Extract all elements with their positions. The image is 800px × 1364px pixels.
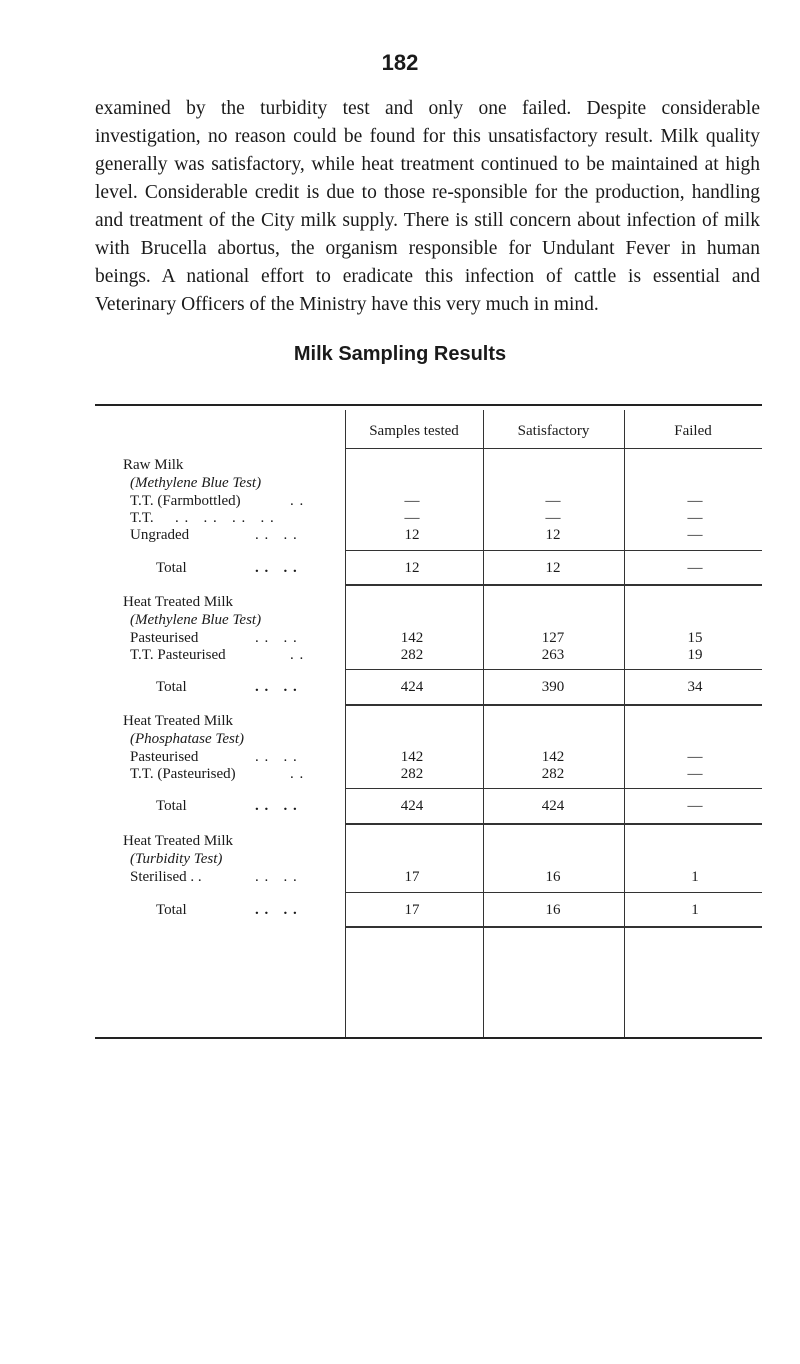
row-label: Sterilised . . — [130, 869, 202, 885]
table-cell: — — [545, 510, 561, 526]
total-cell: 390 — [541, 679, 565, 695]
table-cell: 19 — [687, 647, 703, 663]
table-cell: 282 — [400, 647, 424, 663]
section-test-name: (Turbidity Test) — [130, 851, 223, 867]
table-cell: — — [687, 766, 703, 782]
table-cell: — — [687, 493, 703, 509]
leader-dots: . . . . — [255, 527, 298, 543]
total-cell: 424 — [400, 798, 424, 814]
total-underline — [345, 584, 762, 586]
column-divider — [345, 410, 346, 1038]
table-cell: 142 — [541, 749, 565, 765]
page-number: 182 — [381, 50, 419, 75]
total-cell: 424 — [400, 679, 424, 695]
total-underline — [345, 704, 762, 706]
table-top-rule — [95, 404, 762, 406]
row-label: T.T. — [130, 510, 154, 526]
section-test-name: (Phosphatase Test) — [130, 731, 245, 747]
leader-dots: . . . . — [255, 749, 298, 765]
total-cell: 12 — [545, 560, 561, 576]
table-cell: — — [687, 510, 703, 526]
section-heading: Heat Treated Milk — [123, 833, 233, 849]
total-label: Total — [156, 798, 187, 814]
total-cell: 424 — [541, 798, 565, 814]
table-cell: 282 — [541, 766, 565, 782]
row-label: Pasteurised — [130, 630, 199, 646]
table-cell: — — [687, 749, 703, 765]
table-cell: 17 — [404, 869, 420, 885]
header-failed: Failed — [674, 423, 712, 439]
leader-dots: . . . . — [255, 630, 298, 646]
row-label: T.T. (Farmbottled) — [130, 493, 241, 509]
leader-dots: . . . . — [255, 679, 298, 695]
leader-dots: . . . . — [255, 560, 298, 576]
total-rule — [345, 892, 762, 893]
header-satisfactory: Satisfactory — [517, 423, 590, 439]
total-label: Total — [156, 679, 187, 695]
section-test-name: (Methylene Blue Test) — [130, 612, 262, 628]
total-cell: 16 — [545, 902, 561, 918]
table-cell: — — [687, 527, 703, 543]
table-cell: 15 — [687, 630, 703, 646]
leader-dots: . . — [290, 647, 305, 663]
row-label: Pasteurised — [130, 749, 199, 765]
total-label: Total — [156, 560, 187, 576]
table-cell: — — [545, 493, 561, 509]
body-paragraph: examined by the turbidity test and only one failed. Despite considerable investigation, no reason could be found for this unsatisfactory result. Milk quality generally was satisfactory, while heat treatment continued to be maintained at high level. Considerable credit is due to those re-sponsible for the production, handling and treatment of the City milk supply. There is still concern about infection of milk with Brucella abortus, the organism responsible for Undulant Fever in human beings. A national effort to eradicate this infection of cattle is essential and Veterinary Officers of the Ministry have this very much in mind. — [95, 98, 760, 315]
table-cell: 127 — [541, 630, 565, 646]
header-samples-tested: Samples tested — [369, 423, 459, 439]
total-underline — [345, 823, 762, 825]
table-cell: — — [404, 493, 420, 509]
table-bottom-rule — [95, 1037, 762, 1039]
table-cell: 16 — [545, 869, 561, 885]
row-label: T.T. (Pasteurised) — [130, 766, 236, 782]
table-cell: 142 — [400, 630, 424, 646]
table-cell: 12 — [404, 527, 420, 543]
total-rule — [345, 550, 762, 551]
total-rule — [345, 788, 762, 789]
table-cell: 1 — [691, 869, 699, 885]
leader-dots: . . . . — [255, 902, 298, 918]
header-underline — [345, 448, 762, 449]
table-cell: 12 — [545, 527, 561, 543]
total-cell: — — [687, 798, 703, 814]
row-label: T.T. Pasteurised — [130, 647, 226, 663]
table-cell: 142 — [400, 749, 424, 765]
leader-dots: . . — [290, 493, 305, 509]
total-cell: 12 — [404, 560, 420, 576]
total-cell: — — [687, 560, 703, 576]
total-cell: 34 — [687, 679, 703, 695]
row-label: Ungraded — [130, 527, 190, 543]
column-divider — [483, 410, 484, 1038]
total-underline — [345, 926, 762, 928]
table-cell: — — [404, 510, 420, 526]
table-cell: 282 — [400, 766, 424, 782]
section-heading: Heat Treated Milk — [123, 713, 233, 729]
section-heading: Raw Milk — [123, 457, 184, 473]
leader-dots: . . . . . . . . — [175, 510, 275, 526]
leader-dots: . . — [290, 766, 305, 782]
total-label: Total — [156, 902, 187, 918]
leader-dots: . . . . — [255, 798, 298, 814]
column-divider — [624, 410, 625, 1038]
section-heading: Heat Treated Milk — [123, 594, 233, 610]
total-cell: 1 — [691, 902, 699, 918]
leader-dots: . . . . — [255, 869, 298, 885]
total-rule — [345, 669, 762, 670]
total-cell: 17 — [404, 902, 420, 918]
table-cell: 263 — [541, 647, 565, 663]
section-test-name: (Methylene Blue Test) — [130, 475, 262, 491]
table-title: Milk Sampling Results — [293, 343, 507, 365]
